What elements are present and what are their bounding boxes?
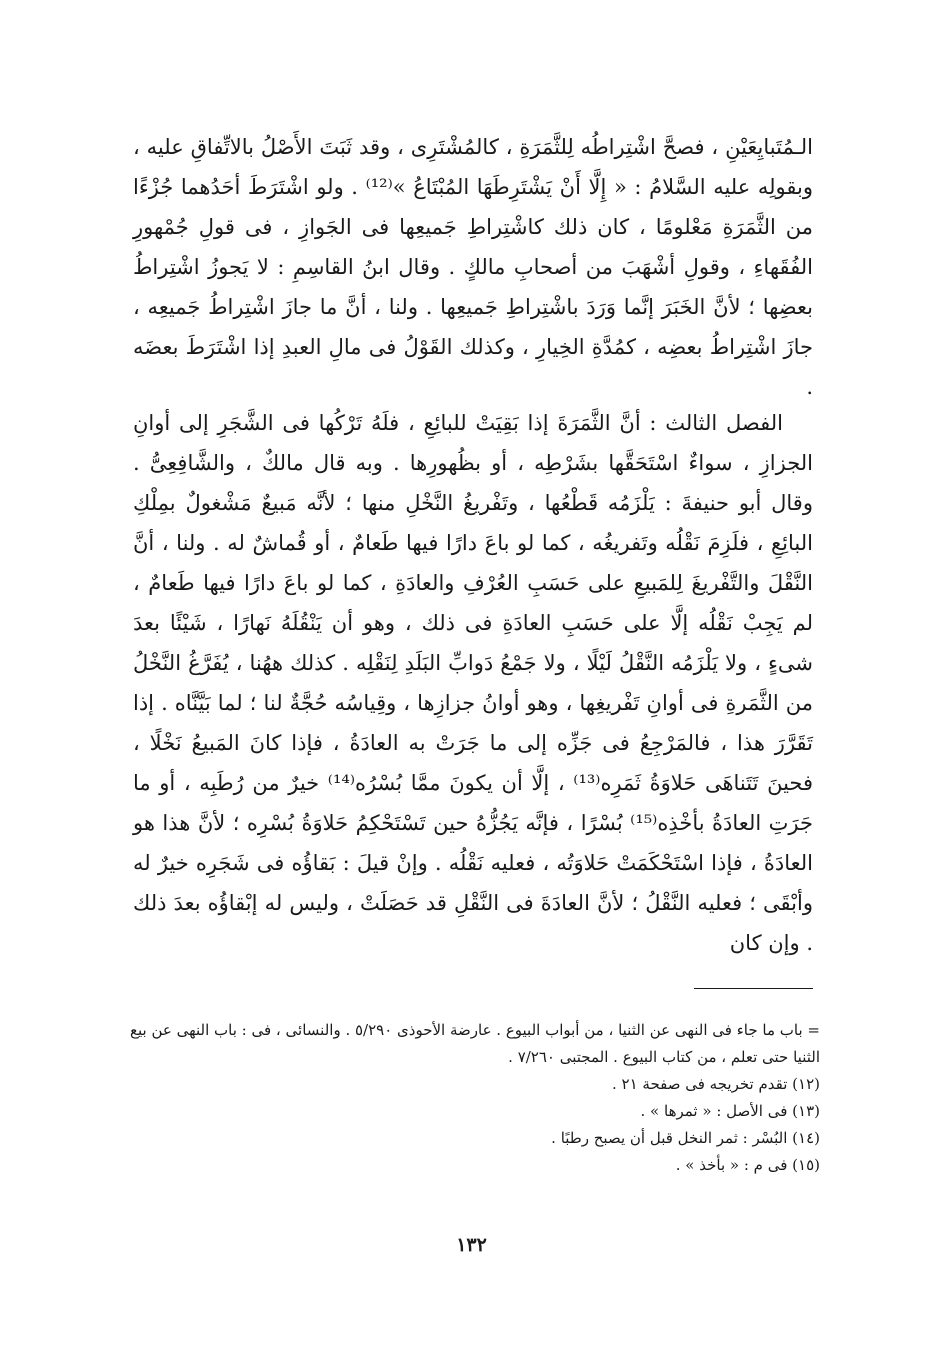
footnote-14: (١٤) البُسْر : ثمر النخل قبل أن يصبح رطبًا . — [551, 1129, 820, 1147]
footnote-continuation: = باب ما جاء فى النهى عن الثنيا ، من أبواب البيوع . عارضة الأحوذى ٥/٢٩٠ . والنسائى ، فى : باب النهى عن بيع الثنيا حتى تعلم ، من كتاب البيوع . المجتبى ٧/٢٦٠ . — [130, 1021, 820, 1066]
footnotes — [120, 1017, 820, 1179]
main-text-block-1 — [133, 127, 813, 407]
footnote-separator-rule — [694, 988, 813, 989]
footnote-13: (١٣) فى الأصل : « ثمرها » . — [640, 1102, 820, 1120]
page-number: ١٣٢ — [456, 1234, 487, 1256]
footnote-12: (١٢) تقدم تخريجه فى صفحة ٢١ . — [611, 1075, 820, 1093]
footnote-15: (١٥) فى م : « بأخذ » . — [675, 1156, 820, 1174]
main-text-block-2 — [133, 403, 813, 963]
paragraph-2-third-chapter: الفصل الثالث : أنَّ الثَّمَرَةَ إذا بَقِيَتْ للبائِعِ ، فلَهُ تَرْكُها فى الشَّجَرِ إلى أوانِ الجزازِ ، سواءٌ اسْتَحَقَّها بشَرْطِه ، أو بظُهورِها . وبه قال مالكٌ ، والشَّافِعِىُّ . وقال أبو حنيفةَ : يَلْزَمُه قَطْعُها ، وتَفْريغُ النَّخْلِ منها ؛ لأنَّه مَبيعٌ مَشْغولٌ بمِلْكِ البائِعِ ، فلَزِمَ نَقْلُه وتَفريغُه ، كما لو باعَ دارًا فيها طَعامٌ ، أو قُماشٌ له . ولنا ، أنَّ النَّقْلَ والتَّفْريغَ لِلمَبيعِ على حَسَبِ العُرْفِ والعادَةِ ، كما لو باعَ دارًا فيها طَعامٌ ، لم يَجِبْ نَقْلُه إلَّا على حَسَبِ العادَةِ فى ذلك ، وهو أن يَنْقُلَهُ نَهارًا ، شَيْئًا بعدَ شىءٍ ، ولا يَلْزَمُه النَّقْلُ لَيْلًا ، ولا جَمْعُ دَوابِّ البَلَدِ لِنَقْلِه . كذلك ههُنا ، يُفَرَّغُ النَّخْلُ من الثَّمَرةِ فى أوانِ تَفْريغِها ، وهو أوانُ جزازِها ، وقِياسُه حُجَّةٌ لنا ؛ لما بَيَّنَّاه . إذا تَقَرَّرَ هذا ، فالمَرْجِعُ فى جَزِّه إلى ما جَرَتْ به العادَةُ ، فإذا كانَ المَبيعُ نَخْلًا ، فحينَ تَتَناهَى حَلاوَةُ ثَمَرِه⁽¹³⁾ ، إلَّا أن يكونَ ممَّا بُسْرُه⁽¹⁴⁾ خيرٌ من رُطَبِه ، أو ما جَرَتِ العادَةُ بأخْذِه⁽¹⁵⁾ بُسْرًا ، فإنَّه يَجُزُّهُ حين تَسْتَحْكِمُ حَلاوَةُ بُسْرِه ؛ لأنَّ هذا هو العادَةُ ، فإذا اسْتَحْكَمَتْ حَلاوَتُه ، فعليه نَقْلُه . وإنْ قيلَ : بَقاؤُه فى شَجَرِه خيرٌ له وأبْقَى ؛ فعليه النَّقْلُ ؛ لأنَّ العادَةَ فى النَّقْلِ قد حَصَلَتْ ، وليس له إبْقاؤُه بعدَ ذلك . وإن كان — [133, 411, 814, 955]
paragraph-1: الـمُتَبايِعَيْنِ ، فصحَّ اشْتِراطُه لِلثَّمَرَةِ ، كالمُشْتَرِى ، وقد ثَبَتَ الأَصْلُ بالاتِّفاقِ عليه ، وبقولِه عليه السَّلامُ : « إِلَّا أَنْ يَشْتَرِطَهَا المُبْتَاعُ »⁽¹²⁾ . ولو اشْتَرَطَ أحَدُهما جُزْءًا من الثَّمَرَةِ مَعْلومًا ، كان ذلك كاشْتِراطِ جَميعِها فى الجَوازِ ، فى قولِ جُمْهورِ الفُقَهاءِ ، وقولِ أشْهَبَ من أصحابِ مالكٍ . وقال ابنُ القاسِمِ : لا يَجوزُ اشْتِراطُ بعضِها ؛ لأنَّ الخَبَرَ إنَّما وَرَدَ باشْتِراطِ جَميعِها . ولنا ، أنَّ ما جازَ اشْتِراطُ جَميعِه ، جازَ اشْتِراطُ بعضِه ، كمُدَّةِ الخِيارِ ، وكذلك القَوْلُ فى مالِ العبدِ إذا اشْتَرَطَ بعضَه . — [133, 135, 813, 399]
